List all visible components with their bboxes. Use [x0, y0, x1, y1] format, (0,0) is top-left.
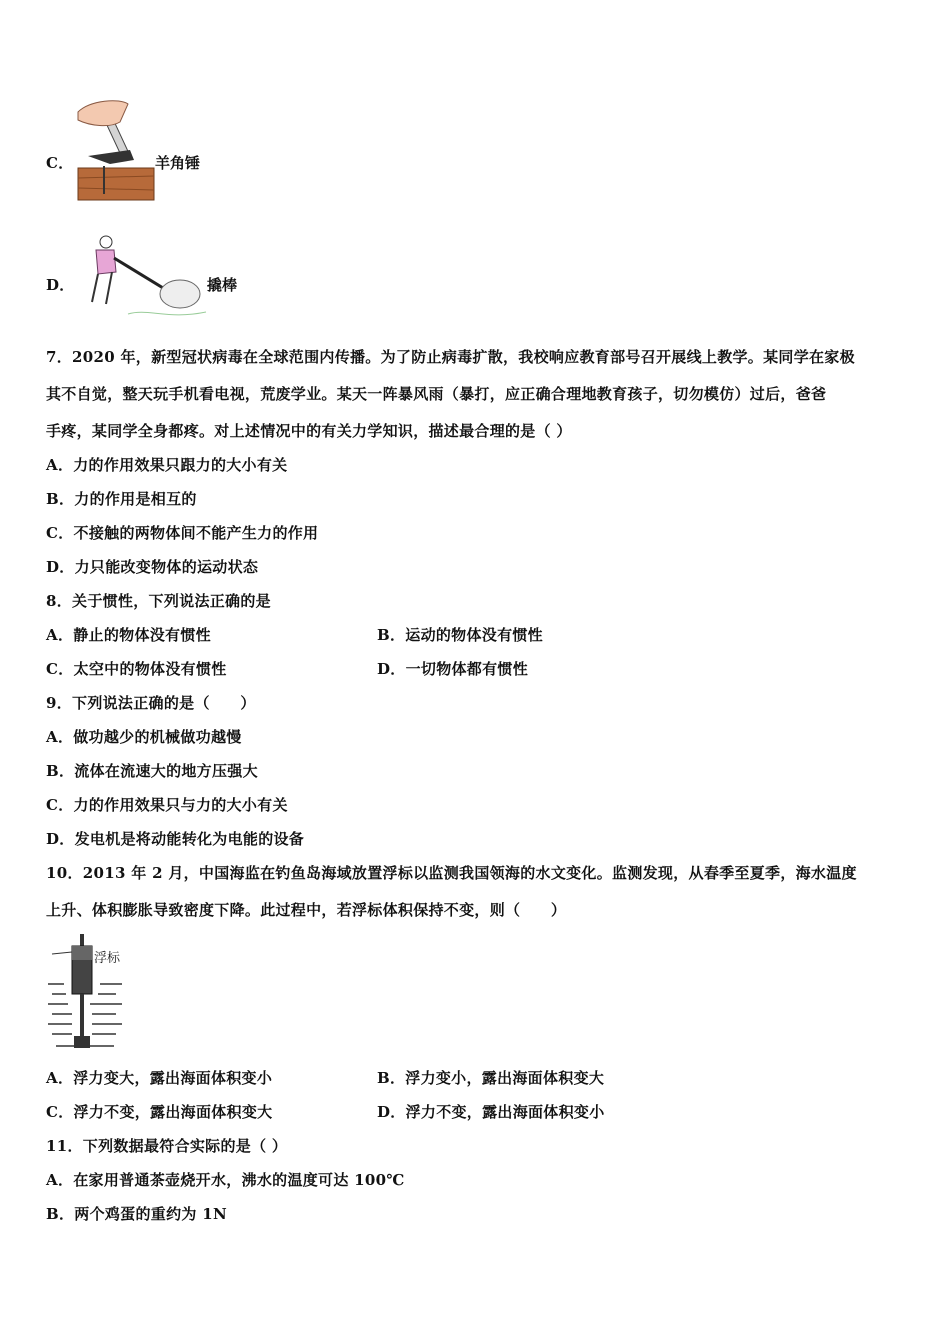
q7-stem-line-2: 其不自觉，整天玩手机看电视，荒废学业。某天一阵暴风雨（暴打，应正确合理地教育孩子，切勿模仿）过后，爸爸: [46, 385, 827, 403]
q9-option-c: C．力的作用效果只与力的大小有关: [46, 796, 288, 814]
claw-hammer-figure: [70, 98, 160, 203]
q8-stem: 8．关于惯性，下列说法正确的是: [46, 592, 271, 610]
q8-option-b: B．运动的物体没有惯性: [377, 626, 543, 644]
buoy-label: 浮标: [94, 951, 121, 966]
q11-stem: 11．下列数据最符合实际的是（ ）: [46, 1137, 288, 1155]
buoy-figure: [44, 932, 128, 1052]
q8-option-a: A．静止的物体没有惯性: [46, 626, 211, 644]
q10-option-b: B．浮力变小，露出海面体积变大: [377, 1069, 605, 1087]
crowbar-figure: [68, 232, 208, 324]
q10-stem-line-2: 上升、体积膨胀导致密度下降。此过程中，若浮标体积保持不变，则（ ）: [46, 901, 567, 919]
option-d-label: 撬棒: [207, 276, 238, 294]
q7-option-a: A．力的作用效果只跟力的大小有关: [46, 456, 288, 474]
q9-option-a: A．做功越少的机械做功越慢: [46, 728, 242, 746]
q9-option-d: D．发电机是将动能转化为电能的设备: [46, 830, 305, 848]
option-d-letter: D．: [46, 276, 75, 294]
q8-option-c: C．太空中的物体没有惯性: [46, 660, 227, 678]
q7-option-b: B．力的作用是相互的: [46, 490, 197, 508]
q8-option-d: D．一切物体都有惯性: [377, 660, 529, 678]
q7-stem-line-1: 7．2020 年，新型冠状病毒在全球范围内传播。为了防止病毒扩散，我校响应教育部号召开展线上教学。某同学在家极: [46, 348, 855, 366]
option-c-label: 羊角锤: [155, 154, 201, 172]
q11-option-a: A．在家用普通茶壶烧开水，沸水的温度可达 100℃: [46, 1171, 405, 1189]
q9-option-b: B．流体在流速大的地方压强大: [46, 762, 258, 780]
q7-stem-line-3: 手疼，某同学全身都疼。对上述情况中的有关力学知识，描述最合理的是（ ）: [46, 422, 572, 440]
q9-stem: 9．下列说法正确的是（ ）: [46, 694, 256, 712]
q10-option-d: D．浮力不变，露出海面体积变小: [377, 1103, 605, 1121]
q10-stem-line-1: 10．2013 年 2 月，中国海监在钓鱼岛海域放置浮标以监测我国领海的水文变化。监测发现，从春季至夏季，海水温度: [46, 864, 857, 882]
option-c-letter: C．: [46, 154, 74, 172]
q10-option-a: A．浮力变大，露出海面体积变小: [46, 1069, 273, 1087]
q7-option-d: D．力只能改变物体的运动状态: [46, 558, 259, 576]
q11-option-b: B．两个鸡蛋的重约为 1N: [46, 1205, 227, 1223]
q7-option-c: C．不接触的两物体间不能产生力的作用: [46, 524, 319, 542]
q10-option-c: C．浮力不变，露出海面体积变大: [46, 1103, 273, 1121]
